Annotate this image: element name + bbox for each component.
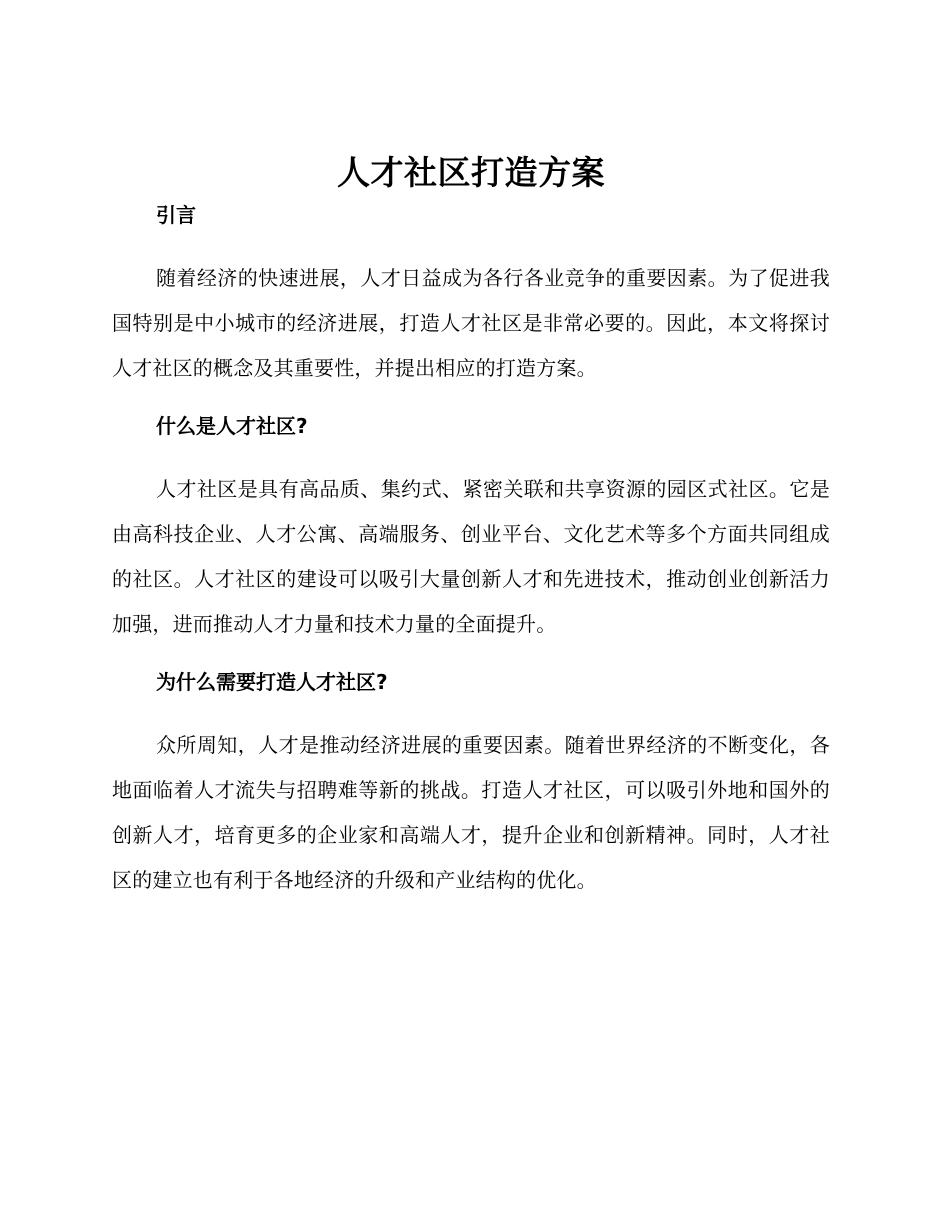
document-page [112,150,830,903]
section-paragraph-why: 众所周知，人才是推动经济进展的重要因素。随着世界经济的不断变化，各地面临着人才流失与招聘难等新的挑战。打造人才社区，可以吸引外地和国外的创新人才，培育更多的企业家和高端人才，提升企业和创新精神。同时，人才社区的建立也有利于各地经济的升级和产业结构的优化。 [112,733,830,892]
document-title: 人才社区打造方案 [337,153,605,192]
section-heading-what: 什么是人才社区? [156,414,308,438]
section-heading-intro: 引言 [156,203,196,227]
section-paragraph-intro: 随着经济的快速进展，人才日益成为各行各业竞争的重要因素。为了促进我国特别是中小城市的经济进展，打造人才社区是非常必要的。因此，本文将探讨人才社区的概念及其重要性，并提出相应的打造方案。 [112,266,830,380]
section-paragraph-what: 人才社区是具有高品质、集约式、紧密关联和共享资源的园区式社区。它是由高科技企业、人才公寓、高端服务、创业平台、文化艺术等多个方面共同组成的社区。人才社区的建设可以吸引大量创新人才和先进技术，推动创业创新活力加强，进而推动人才力量和技术力量的全面提升。 [112,477,830,636]
section-heading-why: 为什么需要打造人才社区? [156,670,388,694]
